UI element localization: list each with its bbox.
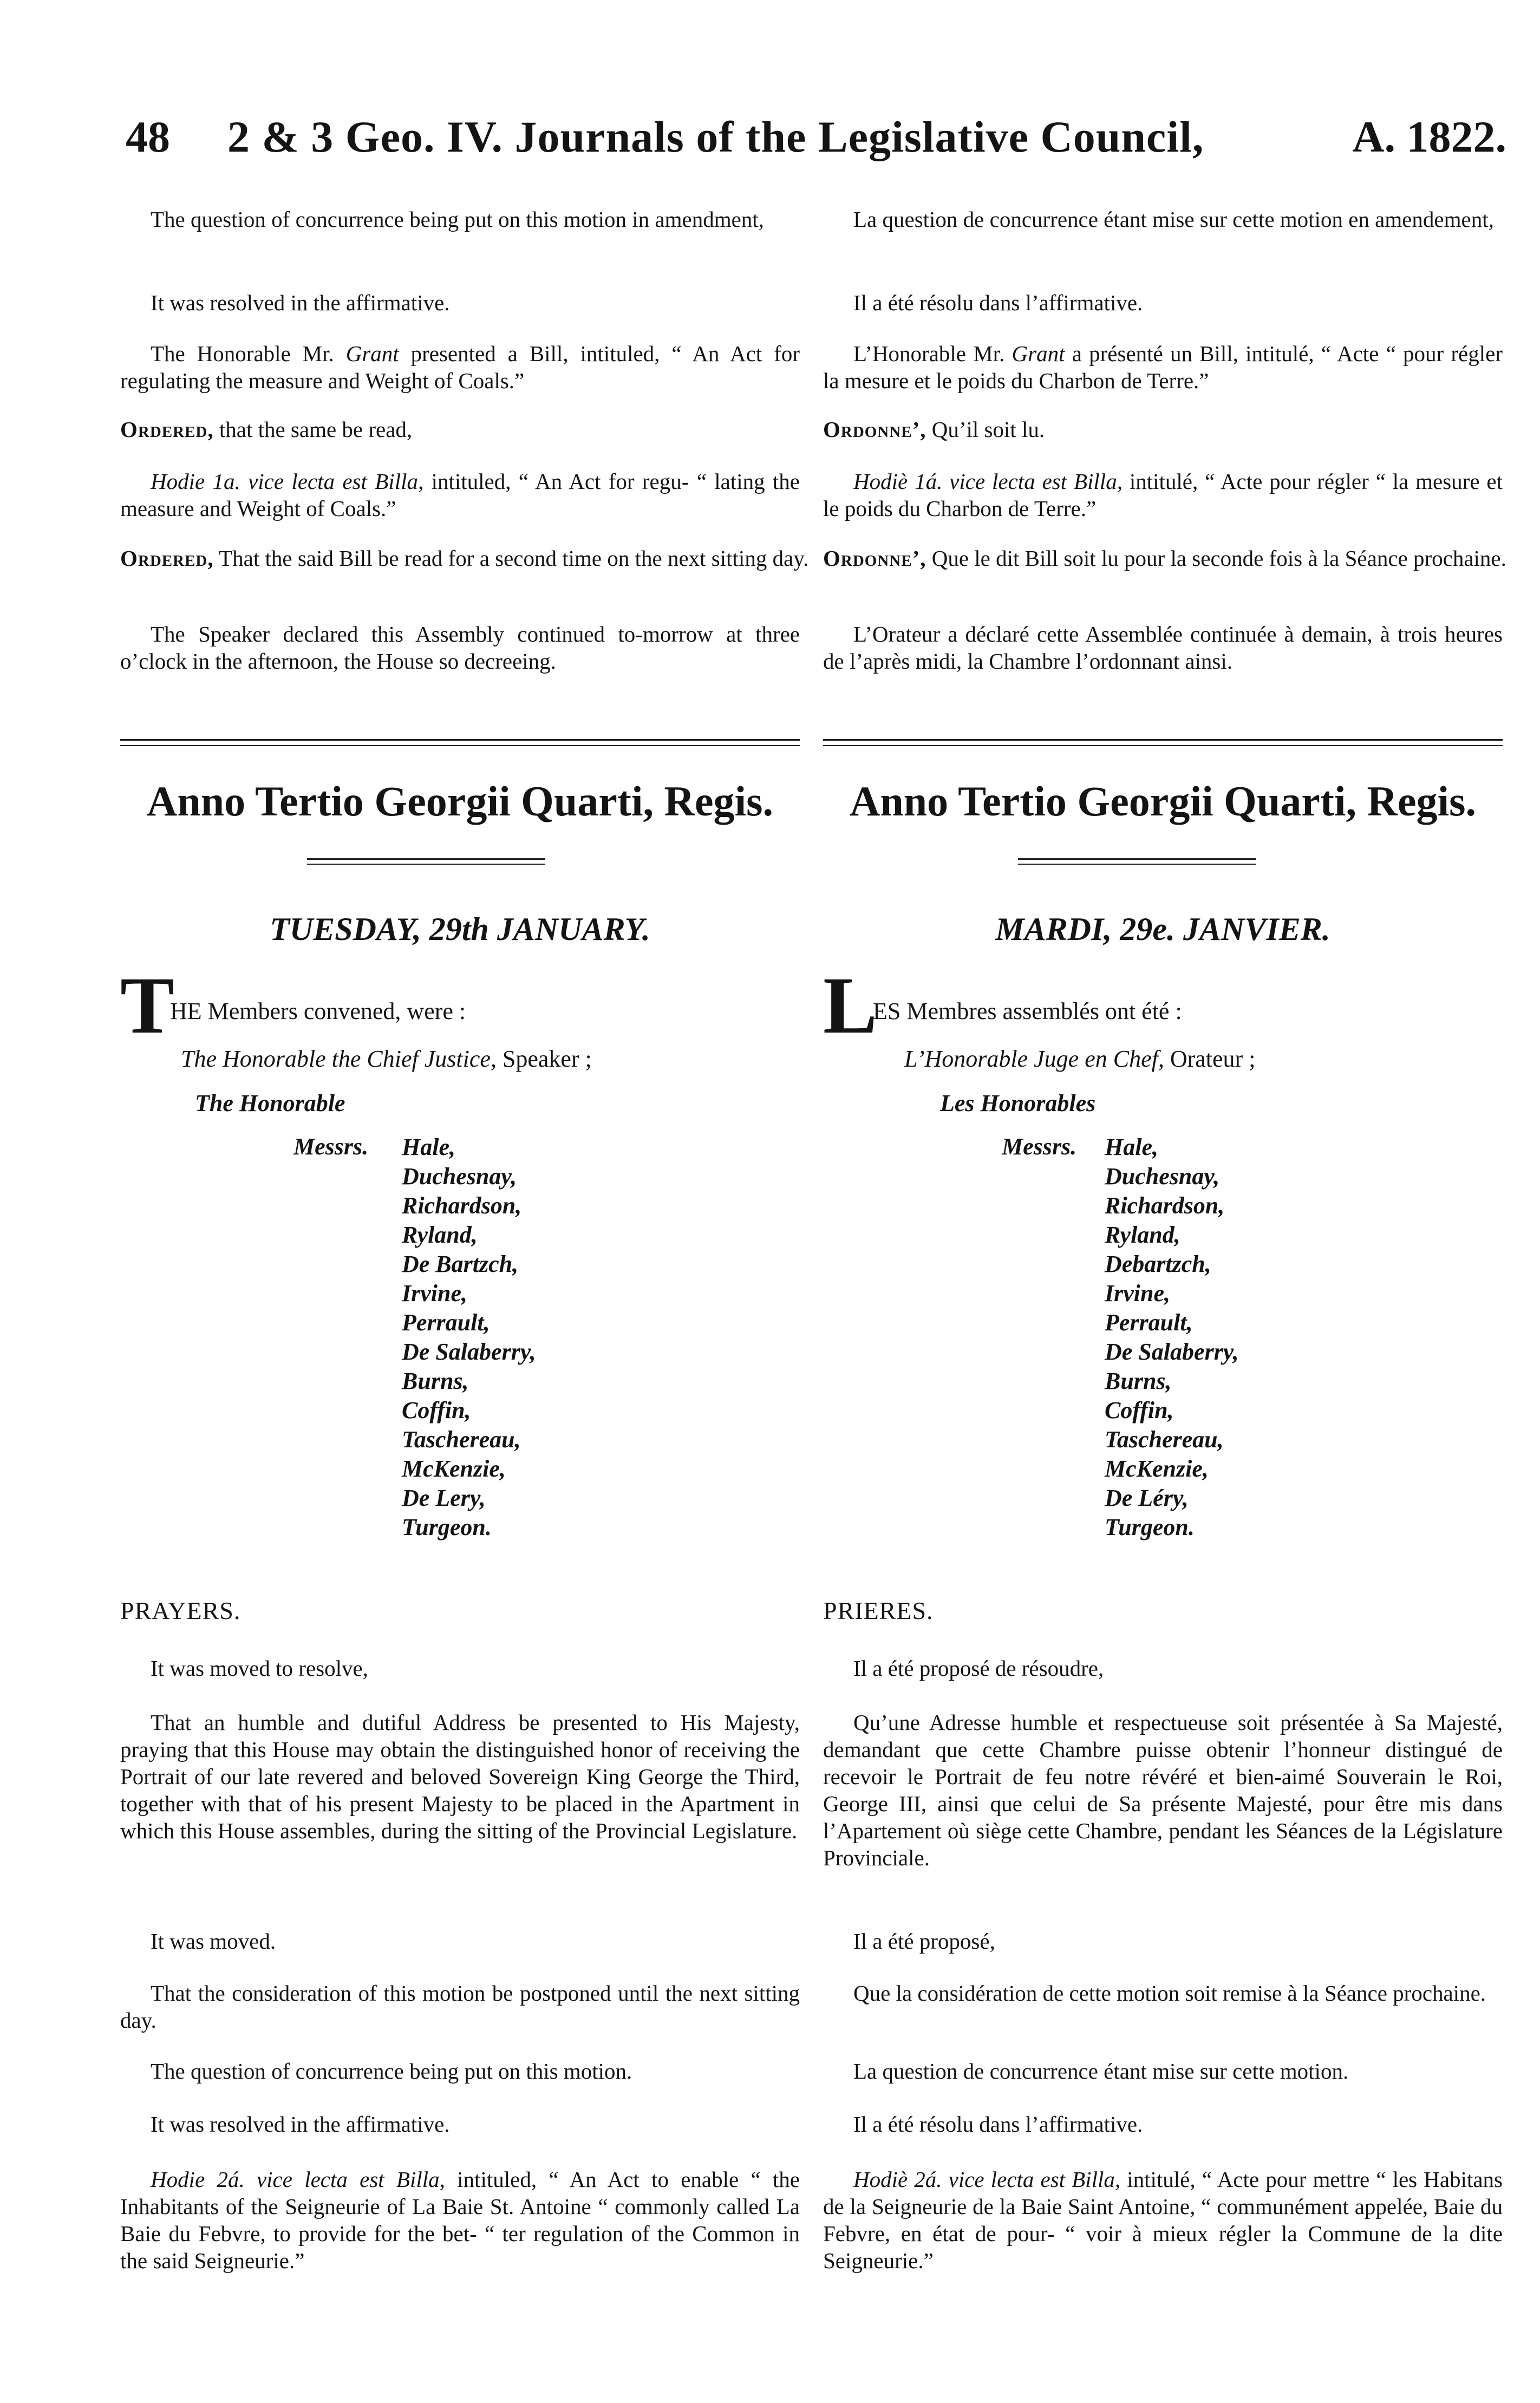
en-members-list	[402, 1133, 536, 1542]
en-speaker-title: The Honorable the Chief Justice,	[181, 1046, 497, 1072]
fr-concurrence-motion: La question de concurrence étant mise sur cette motion.	[853, 2059, 1349, 2084]
fr-second-reading-text: Que le dit Bill soit lu pour la seconde fois à la Séance prochaine.	[926, 546, 1506, 571]
en-concurrence-motion: The question of concurrence being put on this motion.	[151, 2059, 632, 2084]
en-member-name: Burns,	[402, 1368, 469, 1394]
en-member-name: De Lery,	[402, 1485, 486, 1511]
fr-first-reading-text: intitulé, “ Acte pour régler “ la mesure et le poids du Charbon de Terre.”	[823, 469, 1503, 521]
fr-bill-presented-text: L’Honorable Mr.	[853, 341, 1012, 366]
fr-ordered-text: Qu’il soit lu.	[926, 417, 1045, 442]
page-number: 48	[126, 112, 170, 161]
en-concurrence-amendment: The question of concurrence being put on this motion in amendment,	[151, 207, 764, 232]
en-member-name: Perrault,	[402, 1309, 490, 1336]
en-drop-cap: T	[120, 961, 175, 1050]
en-ordered-read	[120, 416, 800, 443]
en-first-reading	[120, 468, 800, 522]
en-bill-title: presented a Bill, intituled, “ An Act for regulating the measure and Weight of Coals.”	[120, 341, 800, 393]
en-member-name: De Bartzch,	[402, 1251, 519, 1277]
fr-prayers-heading: PRIERES.	[823, 1597, 934, 1624]
fr-members-convened: ES Membres assemblés ont été :	[873, 998, 1182, 1024]
en-prayers-heading: PRAYERS.	[120, 1597, 241, 1624]
fr-short-rule	[1018, 858, 1256, 865]
en-short-rule	[307, 858, 545, 865]
en-second-reading-order	[120, 545, 830, 572]
en-member-name: Irvine,	[402, 1280, 467, 1307]
fr-latin-formula: Hodiè 1á. vice lecta est Billa,	[853, 469, 1123, 494]
en-first-reading-text: intituled, “ An Act for regu- “ lating the measure and Weight of Coals.”	[120, 469, 800, 521]
fr-member-name: Turgeon.	[1105, 1514, 1195, 1540]
en-address-motion: That an humble and dutiful Address be presented to His Majesty, praying that this House may obtain the distinguished honor of receiving the Portrait of our late revered and beloved Sovereign King George the Third, together with that of his present Majesty to be placed in the Apartment in which this House assembles, during the sitting of the Provincial Legislature.	[120, 1710, 800, 1843]
fr-member-name: Coffin,	[1105, 1397, 1174, 1423]
fr-resolved-affirmative: Il a été résolu dans l’affirmative.	[853, 290, 1143, 315]
en-member-name: McKenzie,	[402, 1455, 506, 1482]
en-member-name: Taschereau,	[402, 1426, 521, 1453]
en-bill-presented-text: The Honorable Mr.	[151, 341, 346, 366]
fr-member-name: De Salaberry,	[1105, 1338, 1239, 1365]
en-postpone-motion: That the consideration of this motion be postponed until the next sitting day.	[120, 1981, 800, 2033]
en-second-reading-bill	[120, 2166, 800, 2274]
fr-member-name: Perrault,	[1105, 1309, 1193, 1336]
fr-member-name: Duchesnay,	[1105, 1163, 1220, 1190]
en-member-name: Grant	[345, 341, 399, 366]
en-member-name: Hale,	[402, 1134, 455, 1160]
running-year: A. 1822.	[1352, 112, 1506, 161]
fr-second-reading-order	[823, 545, 1533, 572]
fr-ordered-read	[823, 416, 1503, 443]
fr-postpone-motion: Que la considération de cette motion soit remise à la Séance prochaine.	[853, 1981, 1486, 2006]
en-speaker-role: Speaker ;	[496, 1046, 592, 1072]
fr-first-reading	[823, 468, 1503, 522]
fr-bill-title: a présenté un Bill, intitulé, “ Acte “ pour régler la mesure et le poids du Charbon de Terre.”	[823, 341, 1503, 393]
fr-date-heading: MARDI, 29e. JANVIER.	[995, 911, 1330, 947]
en-second-reading-text: That the said Bill be read for a second time on the next sitting day.	[213, 546, 809, 571]
en-ordered-label: Ordered,	[120, 417, 214, 442]
en-adjournment: The Speaker declared this Assembly continued to-morrow at three o’clock in the afternoon, the House so decreeing.	[120, 622, 800, 674]
en-date-heading: TUESDAY, 29th JANUARY.	[270, 911, 650, 947]
fr-speaker-title: L’Honorable Juge en Chef,	[904, 1046, 1164, 1072]
fr-member-name: Irvine,	[1105, 1280, 1170, 1307]
fr-concurrence-amendment: La question de concurrence étant mise sur cette motion en amendement,	[853, 207, 1494, 232]
fr-second-reading-bill	[823, 2166, 1503, 2274]
en-moved-to-resolve: It was moved to resolve,	[151, 1656, 368, 1681]
fr-ordered-label-2: Ordonne’,	[823, 546, 926, 571]
en-speaker-line	[181, 1045, 592, 1073]
en-member-name: De Salaberry,	[402, 1338, 536, 1365]
en-ordered-text: that the same be read,	[213, 417, 413, 442]
fr-section-rule	[823, 739, 1503, 746]
fr-honorable-label: Les Honorables	[940, 1090, 1096, 1116]
en-member-name: Turgeon.	[402, 1514, 492, 1540]
en-members-convened: HE Members convened, were :	[170, 998, 466, 1024]
fr-moved-to-resolve: Il a été proposé de résoudre,	[853, 1656, 1104, 1681]
en-latin-formula: Hodie 1a. vice lecta est Billa,	[151, 469, 424, 494]
fr-member-name: Debartzch,	[1105, 1251, 1211, 1277]
fr-member-name: Burns,	[1105, 1368, 1172, 1394]
en-member-name: Richardson,	[402, 1192, 522, 1219]
fr-member-name: Hale,	[1105, 1134, 1158, 1160]
running-title: 2 & 3 Geo. IV. Journals of the Legislative Council,	[227, 112, 1204, 161]
en-section-rule	[120, 739, 800, 746]
en-bill-text: intituled, “ An Act to enable “ the Inhabitants of the Seigneurie of La Baie St. Antoine “ commonly called La Baie du Febvre, to provide for the bet- “ ter regulation of the Common in the said Seigneurie.”	[120, 2167, 800, 2273]
en-it-was-moved: It was moved.	[151, 1929, 276, 1954]
en-ordered-label-2: Ordered,	[120, 546, 214, 571]
fr-ordered-label: Ordonne’,	[823, 417, 926, 442]
fr-it-was-moved: Il a été proposé,	[853, 1929, 995, 1954]
fr-member-name: Ryland,	[1105, 1222, 1180, 1248]
fr-member-name: Richardson,	[1105, 1192, 1225, 1219]
fr-latin-formula-2: Hodiè 2á. vice lecta est Billa,	[853, 2167, 1121, 2192]
en-anno-heading: Anno Tertio Georgii Quarti, Regis.	[147, 778, 773, 825]
en-member-name: Coffin,	[402, 1397, 471, 1423]
fr-members-list	[1105, 1133, 1239, 1542]
en-bill-presented	[120, 340, 800, 394]
fr-drop-cap: L	[823, 961, 878, 1050]
fr-speaker-line	[904, 1045, 1255, 1073]
fr-address-motion: Qu’une Adresse humble et respectueuse soit présentée à Sa Majesté, demandant que cette Chambre puisse obtenir l’honneur distingué de recevoir le Portrait de feu notre révéré et bien-aimé Souverain le Roi, George III, ainsi que celui de Sa présente Majesté, pour être mis dans l’Apartement où siège cette Chambre, pendant les Séances de la Législature Provinciale.	[823, 1710, 1503, 1870]
fr-adjournment: L’Orateur a déclaré cette Assemblée continuée à demain, à trois heures de l’après midi, la Chambre l’ordonnant ainsi.	[823, 622, 1503, 674]
en-honorable-label: The Honorable	[195, 1090, 345, 1116]
fr-member-name: Taschereau,	[1105, 1426, 1224, 1453]
en-latin-formula-2: Hodie 2á. vice lecta est Billa,	[151, 2167, 445, 2192]
en-messrs-label: Messrs.	[293, 1133, 369, 1160]
fr-member-name: De Léry,	[1105, 1485, 1189, 1511]
fr-bill-text: intitulé, “ Acte pour mettre “ les Habitans de la Seigneurie de la Baie Saint Antoine, “ communément appelée, Baie du Febvre, en état de pour- “ voir à mieux régler la Commune de la dite Seigneurie.”	[823, 2167, 1503, 2273]
fr-bill-presented	[823, 340, 1503, 394]
page-header	[126, 112, 1506, 171]
fr-member-name: Grant	[1012, 341, 1065, 366]
en-resolved-affirmative-2: It was resolved in the affirmative.	[151, 2112, 450, 2137]
en-member-name: Duchesnay,	[402, 1163, 517, 1190]
fr-messrs-label: Messrs.	[1002, 1133, 1077, 1160]
en-member-name: Ryland,	[402, 1222, 478, 1248]
fr-anno-heading: Anno Tertio Georgii Quarti, Regis.	[850, 778, 1476, 825]
en-resolved-affirmative: It was resolved in the affirmative.	[151, 290, 450, 315]
fr-member-name: McKenzie,	[1105, 1455, 1209, 1482]
fr-resolved-affirmative-2: Il a été résolu dans l’affirmative.	[853, 2112, 1143, 2137]
fr-speaker-role: Orateur ;	[1164, 1046, 1256, 1072]
